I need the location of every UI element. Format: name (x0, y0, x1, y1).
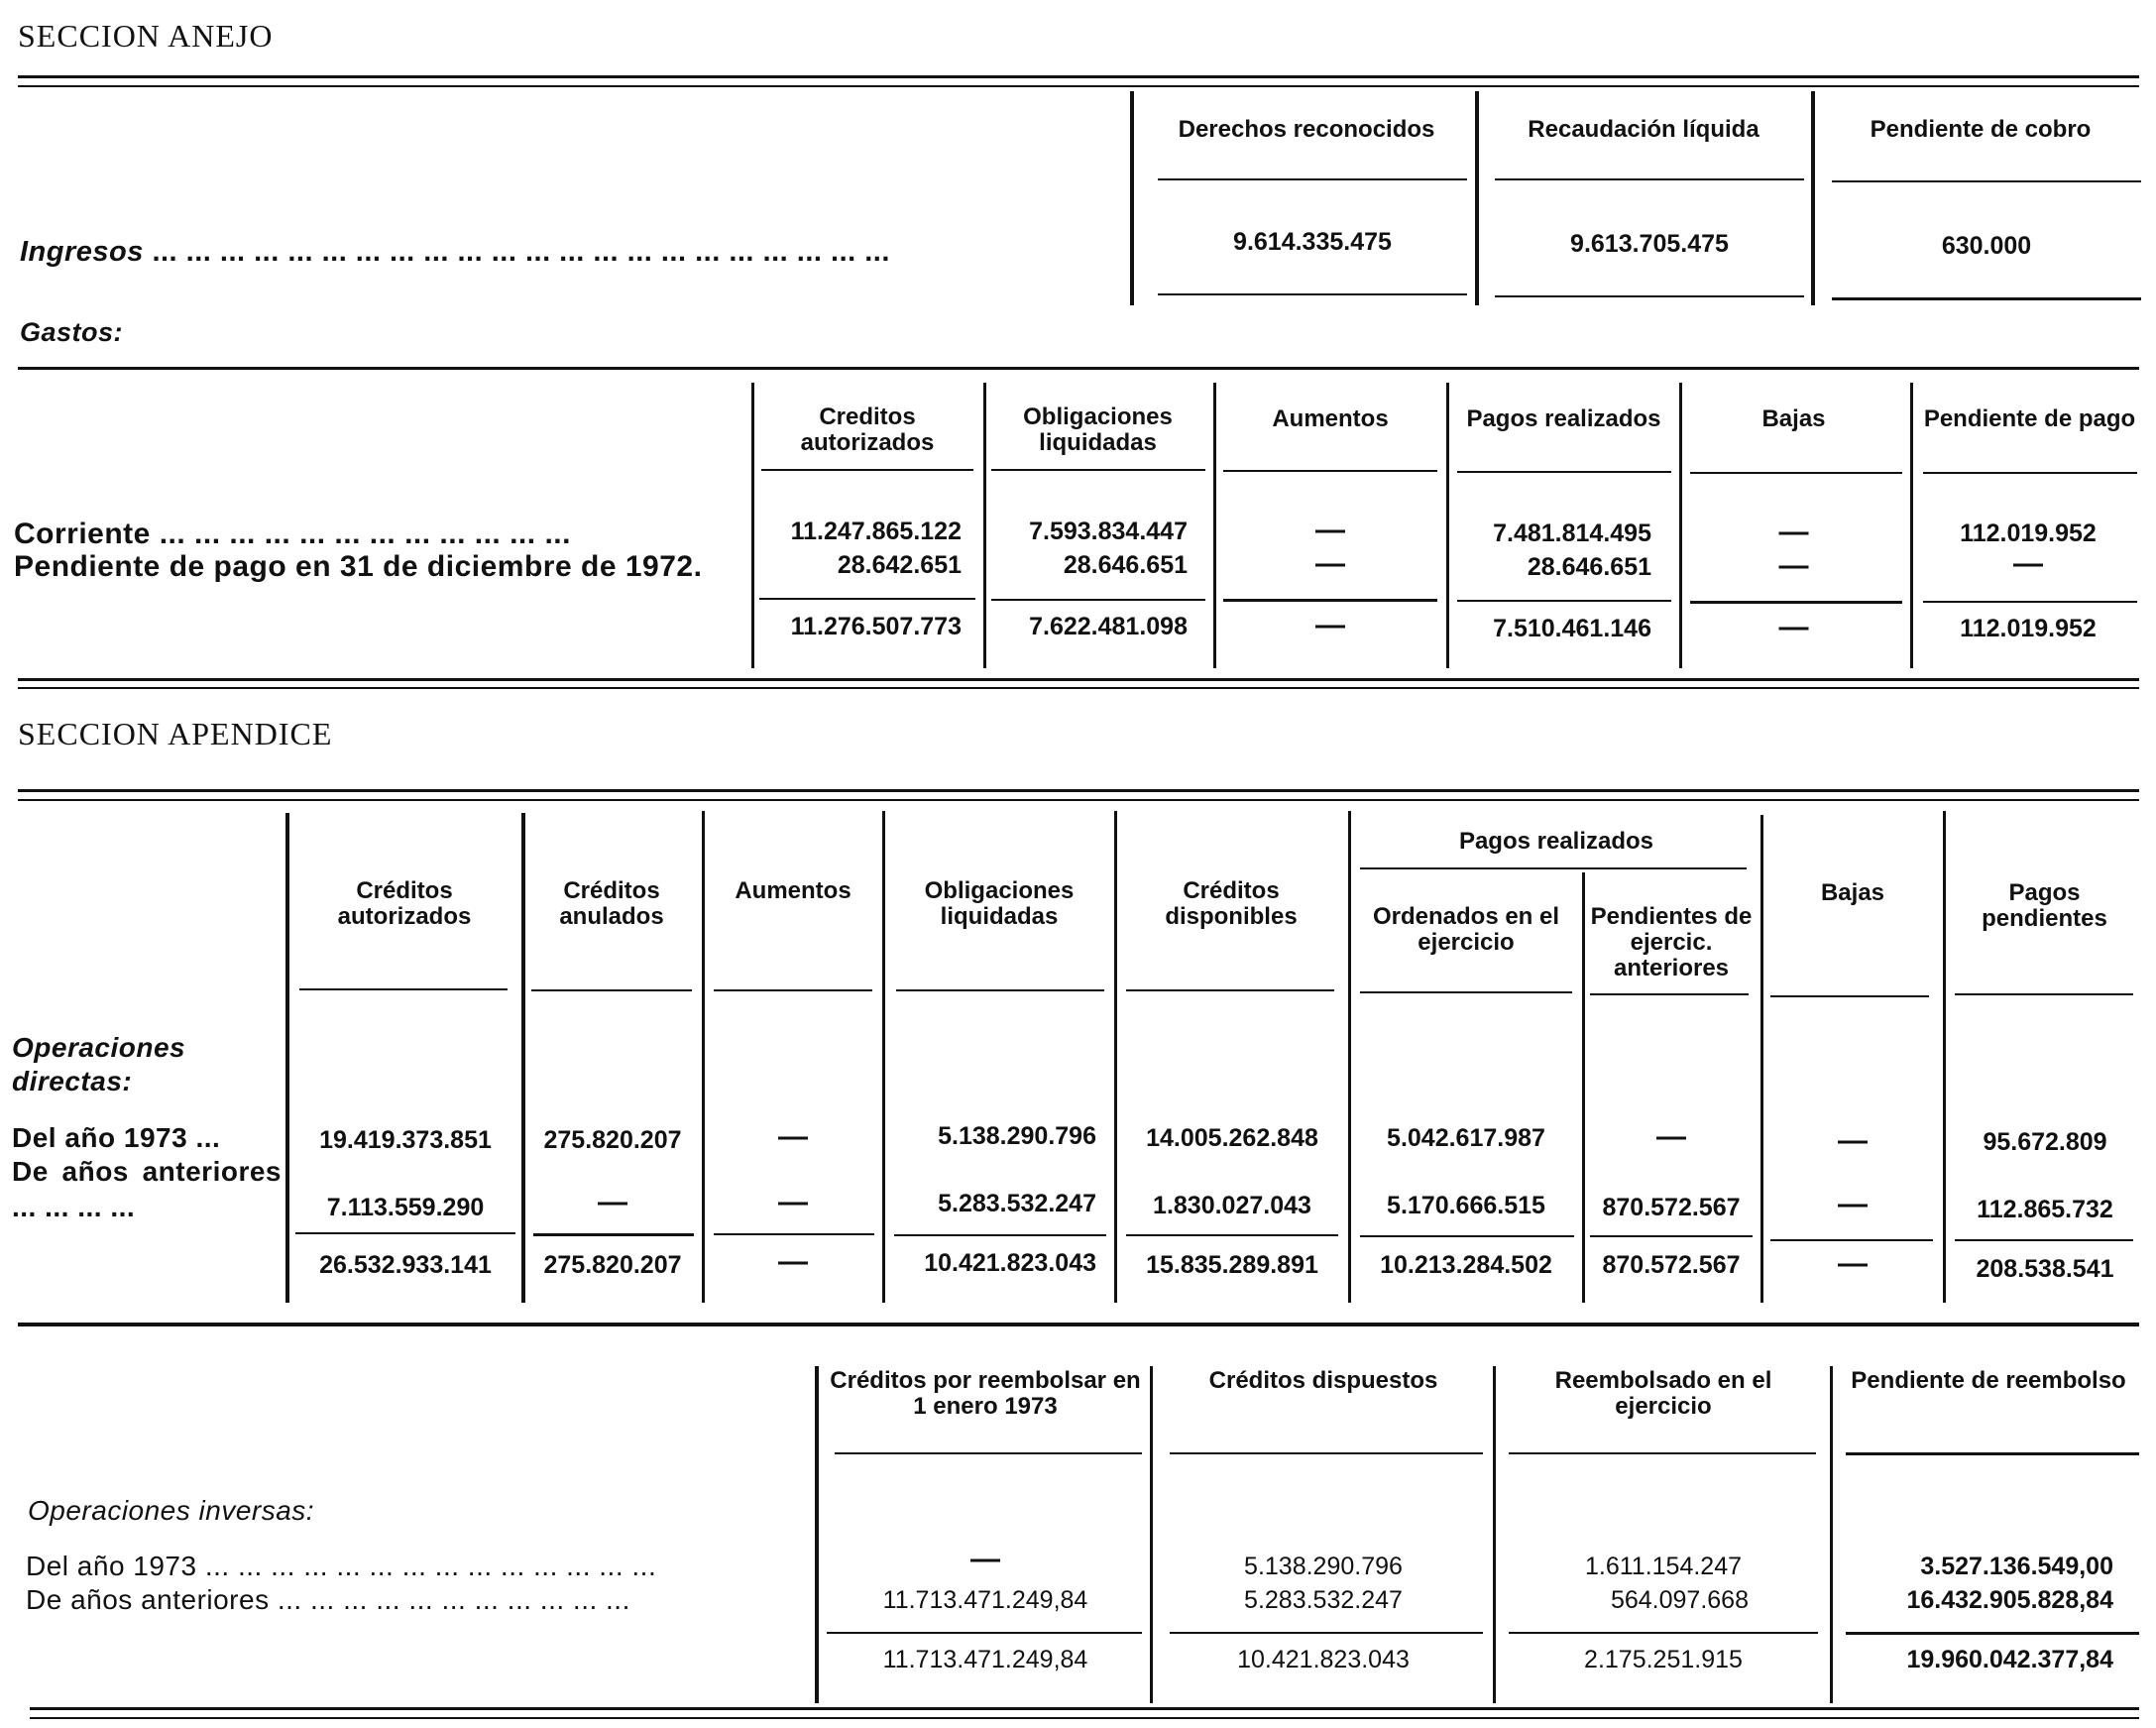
cell-dash: — (1315, 514, 1345, 546)
section-title-anejo: SECCION ANEJO (18, 18, 274, 54)
cell-dash: — (1778, 611, 1809, 643)
header-derechos: Derechos reconocidos (1178, 116, 1435, 143)
cell: 7.593.834.447 (1029, 518, 1188, 545)
total-cell: 10.421.823.043 (1237, 1646, 1410, 1673)
rule (1457, 471, 1671, 473)
column-divider (1446, 383, 1449, 668)
cell: 870.572.567 (1602, 1194, 1741, 1221)
rule (714, 989, 872, 991)
cell: 112.865.732 (1977, 1196, 2113, 1223)
rule (18, 678, 2139, 681)
rule (531, 989, 692, 991)
rule (18, 85, 2139, 87)
ingresos-derechos: 9.614.335.475 (1233, 228, 1392, 256)
rule (533, 1233, 694, 1236)
gastos-label: Gastos: (20, 317, 124, 347)
header-creditos-autorizados: Creditos autorizados (800, 403, 935, 456)
column-divider (1475, 91, 1479, 305)
column-divider (1582, 872, 1585, 1303)
header-pendiente-cobro: Pendiente de cobro (1870, 116, 2092, 143)
section-title-apendice: SECCION APENDICE (18, 716, 333, 751)
cell-dash: — (598, 1186, 627, 1218)
rule (1590, 993, 1749, 995)
row-label-pendiente-pago: Pendiente de pago en 31 de diciembre de 1972. (14, 550, 703, 583)
rule (1832, 297, 2141, 300)
rule (1955, 1239, 2133, 1241)
cell-dash: — (1838, 1247, 1868, 1280)
column-divider (1493, 1366, 1496, 1703)
rule (1590, 1235, 1753, 1237)
cell: 11.713.471.249,84 (882, 1586, 1088, 1614)
header-reembolsado: Reembolsado en el ejercicio (1554, 1367, 1772, 1420)
rule (1170, 1632, 1483, 1634)
rule (299, 988, 508, 990)
cell: 28.646.651 (1063, 551, 1188, 579)
column-divider (983, 383, 986, 668)
ingresos-pendiente: 630.000 (1941, 232, 2032, 260)
column-divider (521, 813, 525, 1303)
header-pendientes-ejercic: Pendientes de ejercic. anteriores (1590, 903, 1753, 981)
rule (896, 989, 1104, 991)
rule (1495, 178, 1804, 180)
cell-dash: — (778, 1186, 808, 1218)
rule (1360, 867, 1747, 869)
rule (1360, 991, 1572, 993)
rule (18, 75, 2139, 78)
total-cell: 10.421.823.043 (924, 1249, 1096, 1277)
header-creditos-autorizados: Créditos autorizados (337, 877, 472, 930)
column-divider (882, 811, 885, 1303)
rule (1223, 470, 1437, 472)
cell: 11.247.865.122 (790, 518, 962, 545)
rule (18, 789, 2139, 792)
cell: 28.642.651 (837, 551, 962, 579)
cell: 1.611.154.247 (1584, 1553, 1743, 1580)
header-bajas: Bajas (1820, 879, 1885, 906)
total-cell: 10.213.284.502 (1380, 1251, 1552, 1279)
rule (1360, 1235, 1574, 1237)
column-divider (1348, 811, 1351, 1303)
column-divider (1130, 91, 1134, 305)
total-cell: 7.622.481.098 (1029, 613, 1188, 640)
rule (1457, 600, 1671, 602)
header-creditos-disponibles: Créditos disponibles (1165, 877, 1298, 930)
rule (835, 1452, 1142, 1454)
rule (1126, 1234, 1338, 1236)
cell: 5.283.532.247 (1244, 1586, 1403, 1614)
column-divider (702, 811, 705, 1303)
column-divider (1114, 811, 1117, 1303)
header-ordenados: Ordenados en el ejercicio (1372, 903, 1560, 956)
column-divider (1830, 1366, 1833, 1703)
rule (991, 599, 1205, 601)
column-divider (1679, 383, 1682, 668)
total-cell: 275.820.207 (543, 1251, 682, 1279)
header-pendiente-reembolso: Pendiente de reembolso (1851, 1367, 2126, 1394)
rule (1846, 1632, 2139, 1635)
ingresos-recaudacion: 9.613.705.475 (1570, 230, 1729, 258)
rule (1495, 295, 1804, 297)
cell: 275.820.207 (543, 1126, 682, 1154)
total-cell: 11.713.471.249,84 (882, 1646, 1088, 1673)
rule (1158, 178, 1467, 180)
rule (18, 687, 2139, 689)
cell-dash: — (778, 1120, 808, 1153)
rule (1923, 472, 2137, 474)
rule (759, 598, 975, 600)
total-cell: 11.276.507.773 (790, 613, 962, 640)
rule (1955, 993, 2133, 995)
rule (1690, 472, 1902, 474)
rule (761, 469, 973, 471)
cell: 19.419.373.851 (319, 1126, 492, 1154)
header-pagos-pendientes: Pagos pendientes (1982, 879, 2107, 932)
cell: 1.830.027.043 (1153, 1192, 1311, 1219)
cell-dash: — (970, 1543, 1000, 1575)
cell-dash: — (1838, 1124, 1868, 1157)
rule (1223, 599, 1437, 602)
cell-dash: — (1315, 609, 1345, 641)
row-label-1973: Del año 1973 ... ... ... ... ... ... ... ... ... ... ... ... ... ... (26, 1551, 657, 1581)
rule (1846, 1452, 2139, 1455)
cell-dash: — (1315, 547, 1345, 580)
cell: 16.432.905.828,84 (1906, 1586, 2113, 1614)
row-label-1973: Del año 1973 ... (12, 1122, 221, 1153)
rule (714, 1233, 874, 1235)
total-cell: 19.960.042.377,84 (1906, 1646, 2113, 1673)
cell-dash: — (1778, 516, 1809, 548)
rule (18, 1323, 2139, 1326)
rule (1509, 1632, 1818, 1634)
cell: 14.005.262.848 (1146, 1124, 1318, 1152)
header-obligaciones: Obligaciones liquidadas (924, 877, 1075, 930)
rule (1690, 601, 1902, 604)
total-cell: 112.019.952 (1960, 615, 2097, 642)
rule (894, 1234, 1106, 1236)
row-label-corriente: Corriente ... ... ... ... ... ... ... ... ... ... ... ... (14, 518, 571, 550)
cell: 564.097.668 (1610, 1586, 1749, 1614)
rule (827, 1632, 1142, 1634)
header-pagos-realizados: Pagos realizados (1466, 405, 1661, 432)
column-divider (1910, 383, 1913, 668)
rule (295, 1232, 515, 1234)
total-cell: 26.532.933.141 (319, 1251, 492, 1279)
rule (30, 1707, 2139, 1710)
header-aumentos: Aumentos (735, 877, 851, 904)
cell: 5.138.290.796 (1244, 1553, 1403, 1580)
column-divider (815, 1366, 819, 1703)
row-label-anteriores: De años anteriores ... ... ... ... (12, 1156, 282, 1222)
total-cell: 15.835.289.891 (1146, 1251, 1318, 1279)
cell: 5.138.290.796 (938, 1122, 1096, 1150)
cell: 7.113.559.290 (326, 1194, 485, 1221)
rule (1158, 293, 1467, 295)
header-recaudacion: Recaudación líquida (1528, 116, 1759, 143)
header-obligaciones: Obligaciones liquidadas (1023, 403, 1173, 456)
cell-dash: — (1778, 549, 1809, 582)
rule (991, 469, 1205, 471)
cell: 95.672.809 (1983, 1128, 2107, 1156)
rule (1832, 180, 2141, 182)
total-cell: 2.175.251.915 (1584, 1646, 1743, 1673)
header-pagos-realizados: Pagos realizados (1458, 828, 1654, 855)
rule (30, 1717, 2139, 1719)
rule (1770, 1239, 1933, 1241)
cell-dash: — (1656, 1120, 1686, 1153)
cell: 7.481.814.495 (1493, 519, 1651, 547)
header-creditos-por-reembolsar: Créditos por reembolsar en 1 enero 1973 (830, 1367, 1141, 1420)
column-divider (1811, 91, 1815, 305)
cell: 5.042.617.987 (1387, 1124, 1545, 1152)
cell-dash: — (1838, 1188, 1868, 1220)
rule (1170, 1452, 1483, 1454)
operaciones-directas-label: Operaciones directas: (12, 1032, 186, 1096)
rule (1126, 989, 1334, 991)
cell: 5.170.666.515 (1387, 1192, 1545, 1219)
cell-dash: — (2013, 547, 2043, 580)
cell: 3.527.136.549,00 (1920, 1553, 2113, 1580)
header-creditos-dispuestos: Créditos dispuestos (1208, 1367, 1438, 1394)
operaciones-inversas-label: Operaciones inversas: (28, 1495, 315, 1526)
rule (18, 799, 2139, 801)
total-cell: 7.510.461.146 (1493, 615, 1651, 642)
header-bajas: Bajas (1761, 405, 1826, 432)
header-aumentos: Aumentos (1272, 405, 1389, 432)
column-divider (285, 813, 289, 1303)
column-divider (1943, 811, 1946, 1303)
ingresos-label: Ingresos ... ... ... ... ... ... ... ... ... ... ... ... ... ... ... ... ... ... ... ... ... ... (20, 236, 890, 268)
rule (18, 367, 2139, 370)
total-cell: 208.538.541 (1976, 1255, 2114, 1283)
rule (1509, 1452, 1816, 1454)
cell-dash: — (778, 1245, 808, 1278)
column-divider (1760, 815, 1763, 1303)
column-divider (1150, 1366, 1153, 1703)
cell: 5.283.532.247 (938, 1190, 1096, 1217)
rule (1923, 601, 2137, 603)
cell: 28.646.651 (1527, 553, 1651, 581)
cell: 112.019.952 (1960, 519, 2097, 547)
row-label-anteriores: De años anteriores ... ... ... ... ... ... ... ... ... ... ... (26, 1584, 630, 1615)
header-creditos-anulados: Créditos anulados (559, 877, 664, 930)
column-divider (1213, 383, 1216, 668)
rule (1770, 995, 1929, 997)
total-cell: 870.572.567 (1602, 1251, 1741, 1279)
header-pendiente-pago: Pendiente de pago (1923, 405, 2136, 432)
column-divider (751, 383, 754, 668)
